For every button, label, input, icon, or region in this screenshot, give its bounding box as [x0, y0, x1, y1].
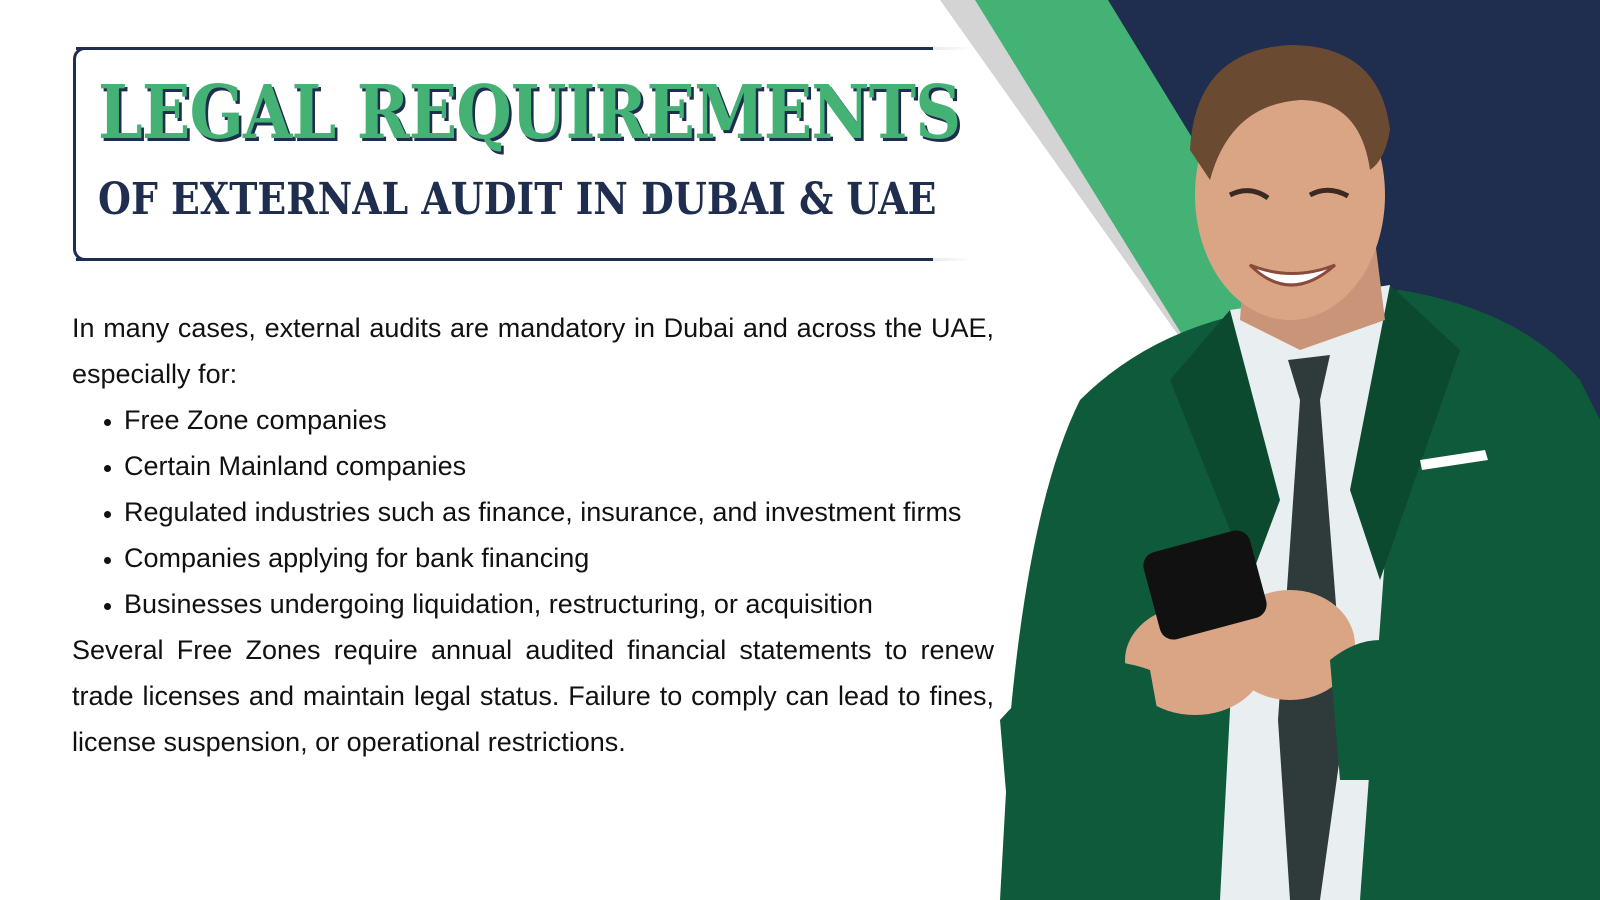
title-box	[73, 47, 961, 261]
list-item: • Regulated industries such as finance, insurance, and investment firms	[124, 489, 994, 535]
list-item: • Companies applying for bank financing	[124, 535, 994, 581]
businessman-photo	[1000, 20, 1600, 900]
intro-paragraph: In many cases, external audits are mandatory in Dubai and across the UAE, especially for:	[72, 313, 994, 389]
list-item: • Businesses undergoing liquidation, restructuring, or acquisition	[124, 581, 994, 627]
requirements-list	[72, 397, 994, 627]
list-item: • Certain Mainland companies	[124, 443, 994, 489]
list-item: • Free Zone companies	[124, 397, 994, 443]
content-body	[72, 305, 994, 765]
page-title: LEGAL REQUIREMENTS	[98, 70, 961, 156]
page-subtitle: OF EXTERNAL AUDIT IN DUBAI & UAE	[98, 174, 937, 225]
closing-paragraph: Several Free Zones require annual audited financial statements to renew trade licenses and maintain legal status. Failure to comply can lead to fines, license suspension, or operational restrictions.	[72, 635, 994, 757]
